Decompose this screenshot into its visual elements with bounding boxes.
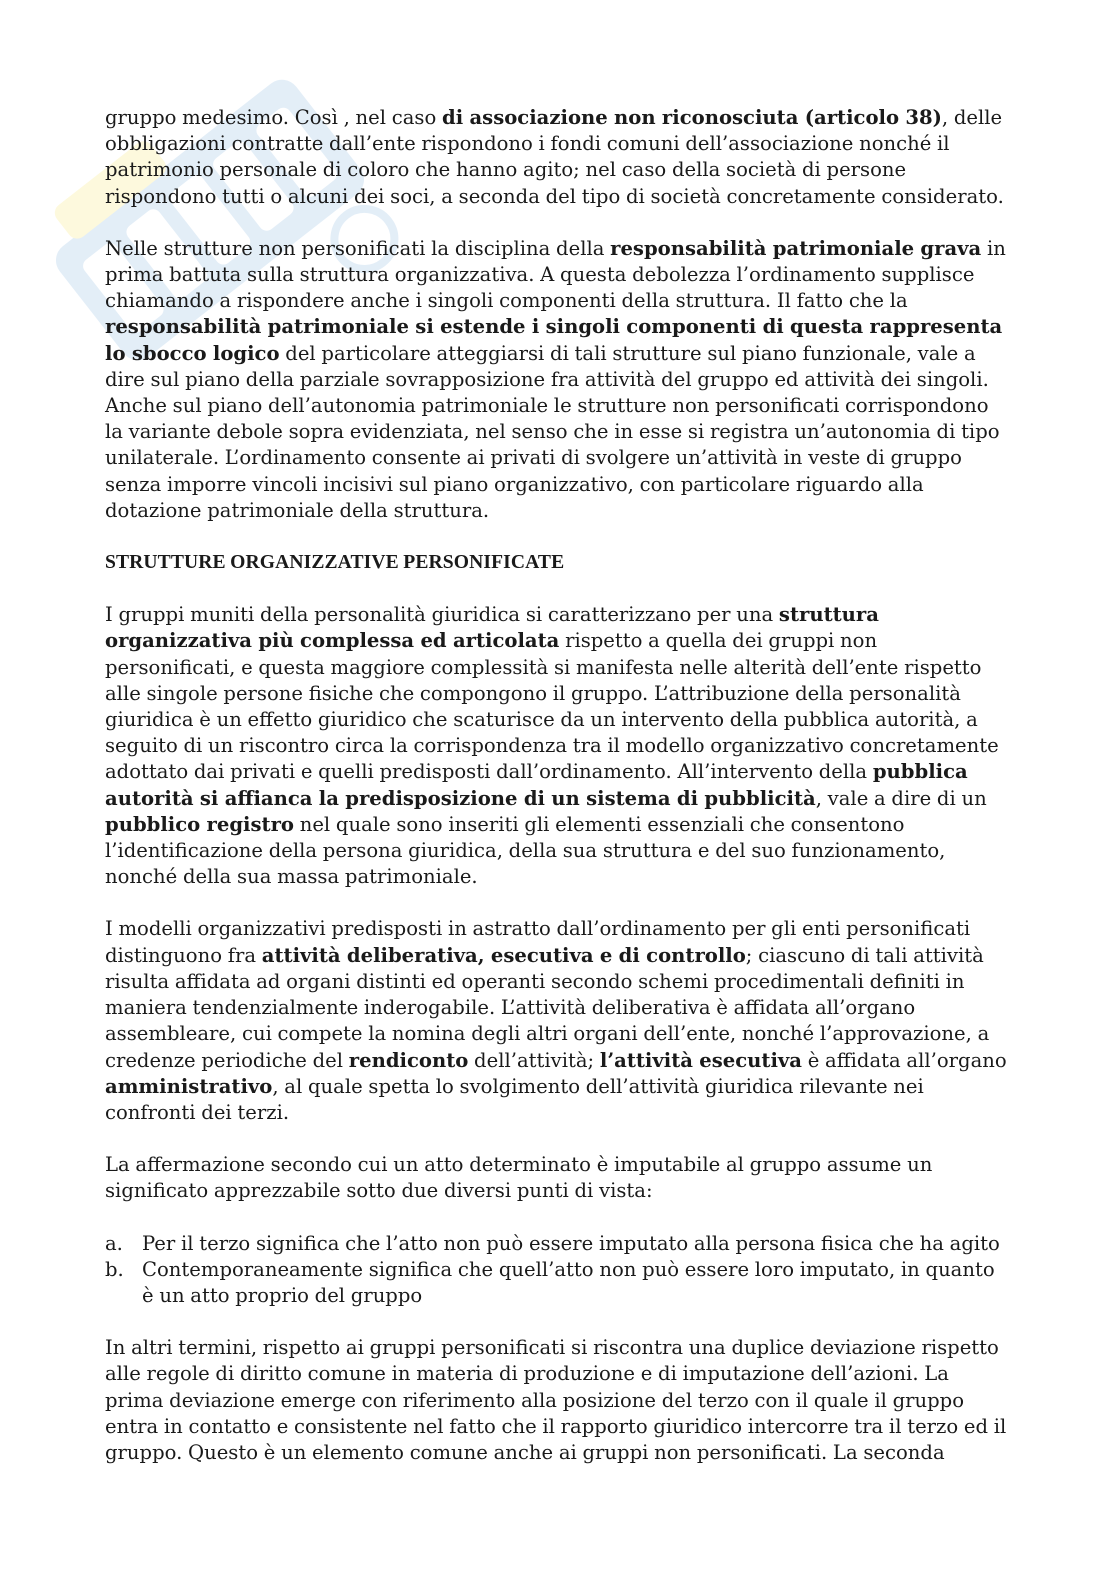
list-item-text: Contemporaneamente significa che quell’atto non può essere loro imputato, in quanto è un atto proprio del gruppo (142, 1257, 995, 1307)
lettered-list (105, 1231, 1010, 1310)
text-run: I modelli organizzativi predisposti in astratto dall’ordinamento per gli enti personificati distinguono fra (105, 917, 971, 967)
text-run: ; ciascuno di tali attività risulta affidata ad organi distinti ed operanti secondo schemi procedimentali definiti in maniera tendenzialmente inderogabile. L’attività deliberativa è affidata all’organo assembleare, cui compete la nomina degli altri organi dell’ente, nonché l’approvazione, a credenze periodiche del (105, 943, 990, 1072)
text-run: nel quale sono inseriti gli elementi essenziali che consentono l’identificazione della persona giuridica, della sua struttura e del suo funzionamento, nonché della sua massa patrimoniale. (105, 812, 946, 889)
paragraph-2 (105, 236, 1010, 524)
bold-text: pubblico registro (105, 812, 294, 836)
bold-text: di associazione non riconosciuta (articolo 38) (442, 106, 942, 129)
text-run: dell’attività; (468, 1048, 600, 1072)
text-run: è affidata all’organo (802, 1048, 1007, 1072)
text-run: , vale a dire di un (815, 786, 987, 810)
bold-text: l’attività esecutiva (599, 1048, 802, 1072)
document-page (105, 105, 1010, 1492)
paragraph-4 (105, 916, 1010, 1126)
bold-text: rendiconto (348, 1048, 469, 1072)
bold-text: struttura organizzativa più complessa ed articolata (105, 603, 879, 653)
text-run: I gruppi muniti della personalità giuridica si caratterizzano per una (105, 603, 779, 627)
text-run: In altri termini, rispetto ai gruppi personificati si riscontra una duplice deviazione rispetto alle regole di diritto comune in materia di produzione e di imputazione dell’azioni. La prima deviazione emerge con riferimento alla posizione del terzo con il quale il gruppo entra in contatto e consistente nel fatto che il rapporto giuridico intercorre tra il terzo ed il gruppo. Questo è un elemento comune anche ai gruppi non personificati. La seconda (105, 1336, 1007, 1464)
text-run: , delle obbligazioni contratte dall’ente rispondono i fondi comuni dell’associazione nonché il patrimonio personale di coloro che hanno agito; nel caso della società di persone rispondono tutti o alcuni dei soci, a seconda del tipo di società concretamente considerato. (105, 106, 1004, 208)
list-item (105, 1231, 1010, 1257)
list-item (105, 1257, 1010, 1309)
text-run: rispetto a quella dei gruppi non personificati, e questa maggiore complessità si manifesta nelle alterità dell’ente rispetto alle singole persone fisiche che compongono il gruppo. L’attribuzione della personalità giuridica è un effetto giuridico che scaturisce da un intervento della pubblica autorità, a seguito di un riscontro circa la corrispondenza tra il modello organizzativo concretamente adottato dai privati e quelli predisposti dall’ordinamento. All’intervento della (105, 629, 999, 784)
text-run: in prima battuta sulla struttura organizzativa. A questa debolezza l’ordinamento supplisce chiamando a rispondere anche i singoli componenti della struttura. Il fatto che la (105, 236, 1006, 313)
paragraph-6 (105, 1335, 1010, 1466)
paragraph-1 (105, 105, 1010, 210)
list-marker: a. (105, 1231, 123, 1255)
text-run: del particolare atteggiarsi di tali strutture sul piano funzionale, vale a dire sul piano della parziale sovrapposizione fra attività del gruppo ed attività dei singoli. Anche sul piano dell’autonomia patrimoniale le strutture non personificati corrispondono la variante debole sopra evidenziata, nel senso che in esse si registra un’autonomia di tipo unilaterale. L’ordinamento consente ai privati di svolgere un’attività in veste di gruppo senza imporre vincoli incisivi sul piano organizzativo, con particolare riguardo alla dotazione patrimoniale della struttura. (105, 341, 1000, 522)
text-run: , al quale spetta lo svolgimento dell’attività giuridica rilevante nei confronti dei terzi. (105, 1074, 924, 1124)
bold-text: attività deliberativa, esecutiva e di controllo (261, 943, 746, 967)
text-run: Nelle strutture non personificati la disciplina della (105, 236, 611, 260)
list-item-text: Per il terzo significa che l’atto non può essere imputato alla persona fisica che ha agito (142, 1231, 1000, 1255)
section-heading: STRUTTURE ORGANIZZATIVE PERSONIFICATE (105, 552, 565, 574)
bold-text: pubblica autorità si affianca la predisposizione di un sistema di pubblicità (105, 760, 968, 810)
paragraph-5 (105, 1152, 1010, 1204)
paragraph-3 (105, 602, 1010, 890)
bold-text: responsabilità patrimoniale si estende i singoli componenti di questa rappresenta lo sbocco logico (105, 315, 1003, 365)
bold-text: responsabilità patrimoniale grava (610, 236, 982, 260)
bold-text: amministrativo (105, 1074, 273, 1098)
list-marker: b. (105, 1257, 124, 1281)
text-run: gruppo medesimo. Così , nel caso (105, 106, 443, 129)
text-run: La affermazione secondo cui un atto determinato è imputabile al gruppo assume un significato apprezzabile sotto due diversi punti di vista: (105, 1153, 933, 1203)
